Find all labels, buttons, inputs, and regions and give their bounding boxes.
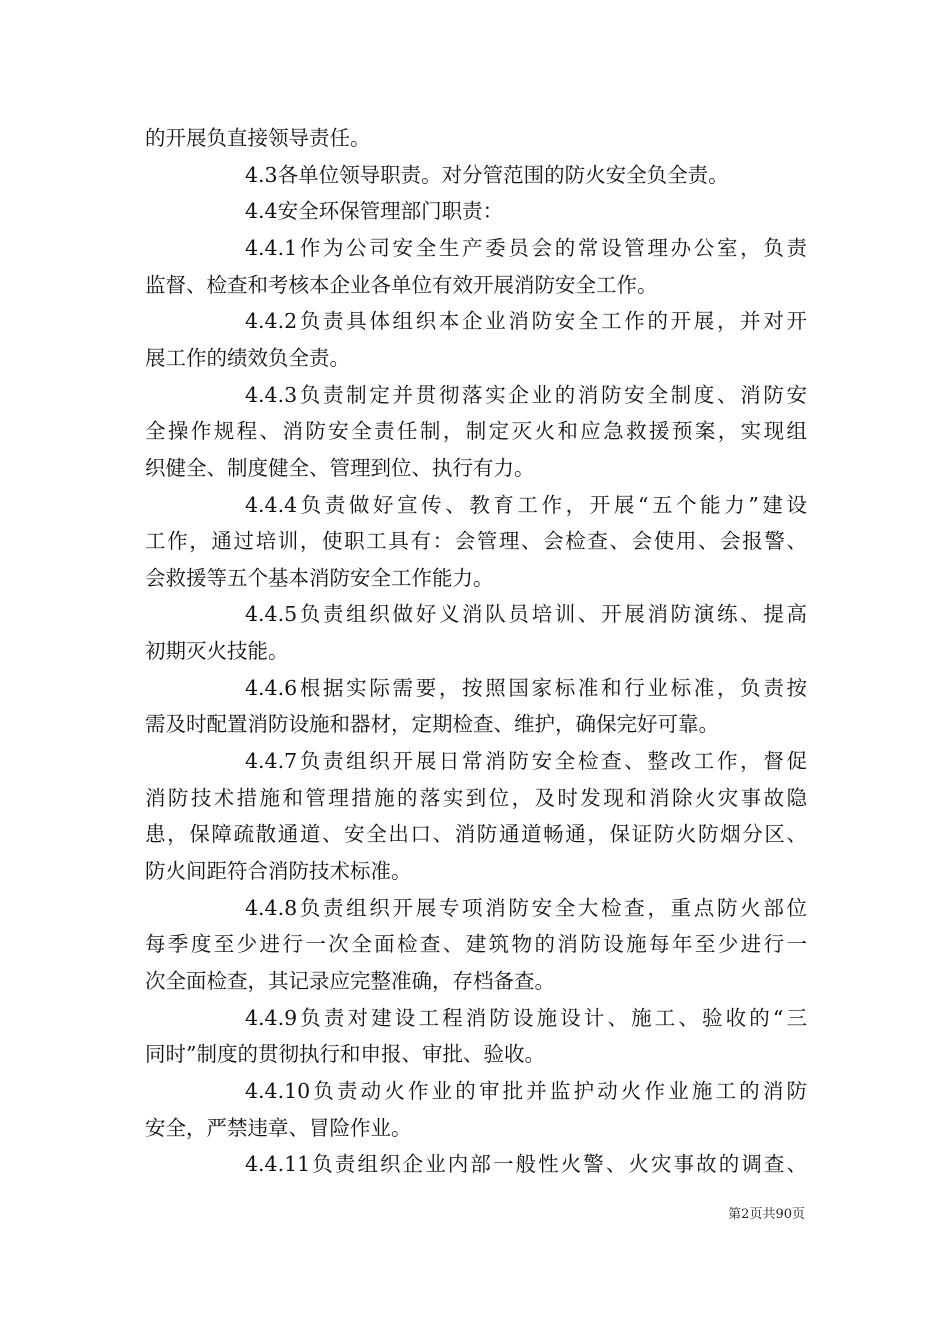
paragraph-line: 同时”制度的贯彻执行和申报、审批、验收。	[145, 1042, 545, 1067]
paragraph-first-line: 4.4.4负责做好宣传、教育工作，开展“五个能力”建设	[245, 492, 807, 517]
paragraph-line: 的开展负直接领导责任。	[145, 126, 371, 150]
paragraph-line: 次全面检查，其记录应完整准确，存档备查。	[145, 968, 555, 993]
paragraph-first-line: 4.4.7负责组织开展日常消防安全检查、整改工作，督促	[245, 749, 807, 774]
paragraph-first-line: 4.4.1作为公司安全生产委员会的常设管理办公室，负责	[245, 235, 807, 260]
paragraph-line: 每季度至少进行一次全面检查、建筑物的消防设施每年至少进行一	[145, 932, 807, 957]
paragraph-first-line: 4.4.5负责组织做好义消队员培训、开展消防演练、提高	[245, 602, 807, 627]
paragraph-line: 全操作规程、消防安全责任制，制定灭火和应急救援预案，实现组	[145, 419, 807, 444]
paragraph-line: 监督、检查和考核本企业各单位有效开展消防安全工作。	[145, 272, 658, 297]
paragraph-first-line: 4.4.9负责对建设工程消防设施设计、施工、验收的“三	[245, 1005, 807, 1030]
paragraph-first-line: 4.4.8负责组织开展专项消防安全大检查，重点防火部位	[245, 895, 807, 920]
paragraph-line: 展工作的绩效负全责。	[145, 345, 350, 370]
paragraph-first-line: 4.4.2负责具体组织本企业消防安全工作的开展，并对开	[245, 309, 807, 334]
paragraph-line: 需及时配置消防设施和器材，定期检查、维护，确保完好可靠。	[145, 712, 719, 737]
paragraph-line: 工作，通过培训，使职工具有：会管理、会检查、会使用、会报警、	[145, 529, 807, 554]
paragraph-first-line: 4.4.11负责组织企业内部一般性火警、火灾事故的调查、	[245, 1152, 807, 1177]
paragraph-first-line: 4.4安全环保管理部门职责：	[245, 199, 504, 224]
paragraph-first-line: 4.4.6根据实际需要，按照国家标准和行业标准，负责按	[245, 675, 807, 700]
page-number-footer: 第2页共90页	[728, 1207, 805, 1222]
paragraph-line: 防火间距符合消防技术标准。	[145, 859, 412, 883]
paragraph-line: 消防技术措施和管理措施的落实到位，及时发现和消除火灾事故隐	[145, 785, 807, 810]
paragraph-first-line: 4.3各单位领导职责。对分管范围的防火安全负全责。	[245, 162, 729, 187]
paragraph-line: 初期灭火技能。	[145, 639, 289, 664]
paragraph-first-line: 4.4.10负责动火作业的审批并监护动火作业施工的消防	[245, 1078, 807, 1103]
paragraph-line: 织健全、制度健全、管理到位、执行有力。	[145, 455, 535, 480]
paragraph-line: 患，保障疏散通道、安全出口、消防通道畅通，保证防火防烟分区、	[145, 822, 807, 847]
paragraph-line: 安全，严禁违章、冒险作业。	[145, 1115, 412, 1140]
paragraph-first-line: 4.4.3负责制定并贯彻落实企业的消防安全制度、消防安	[245, 382, 807, 407]
paragraph-line: 会救援等五个基本消防安全工作能力。	[145, 565, 494, 590]
